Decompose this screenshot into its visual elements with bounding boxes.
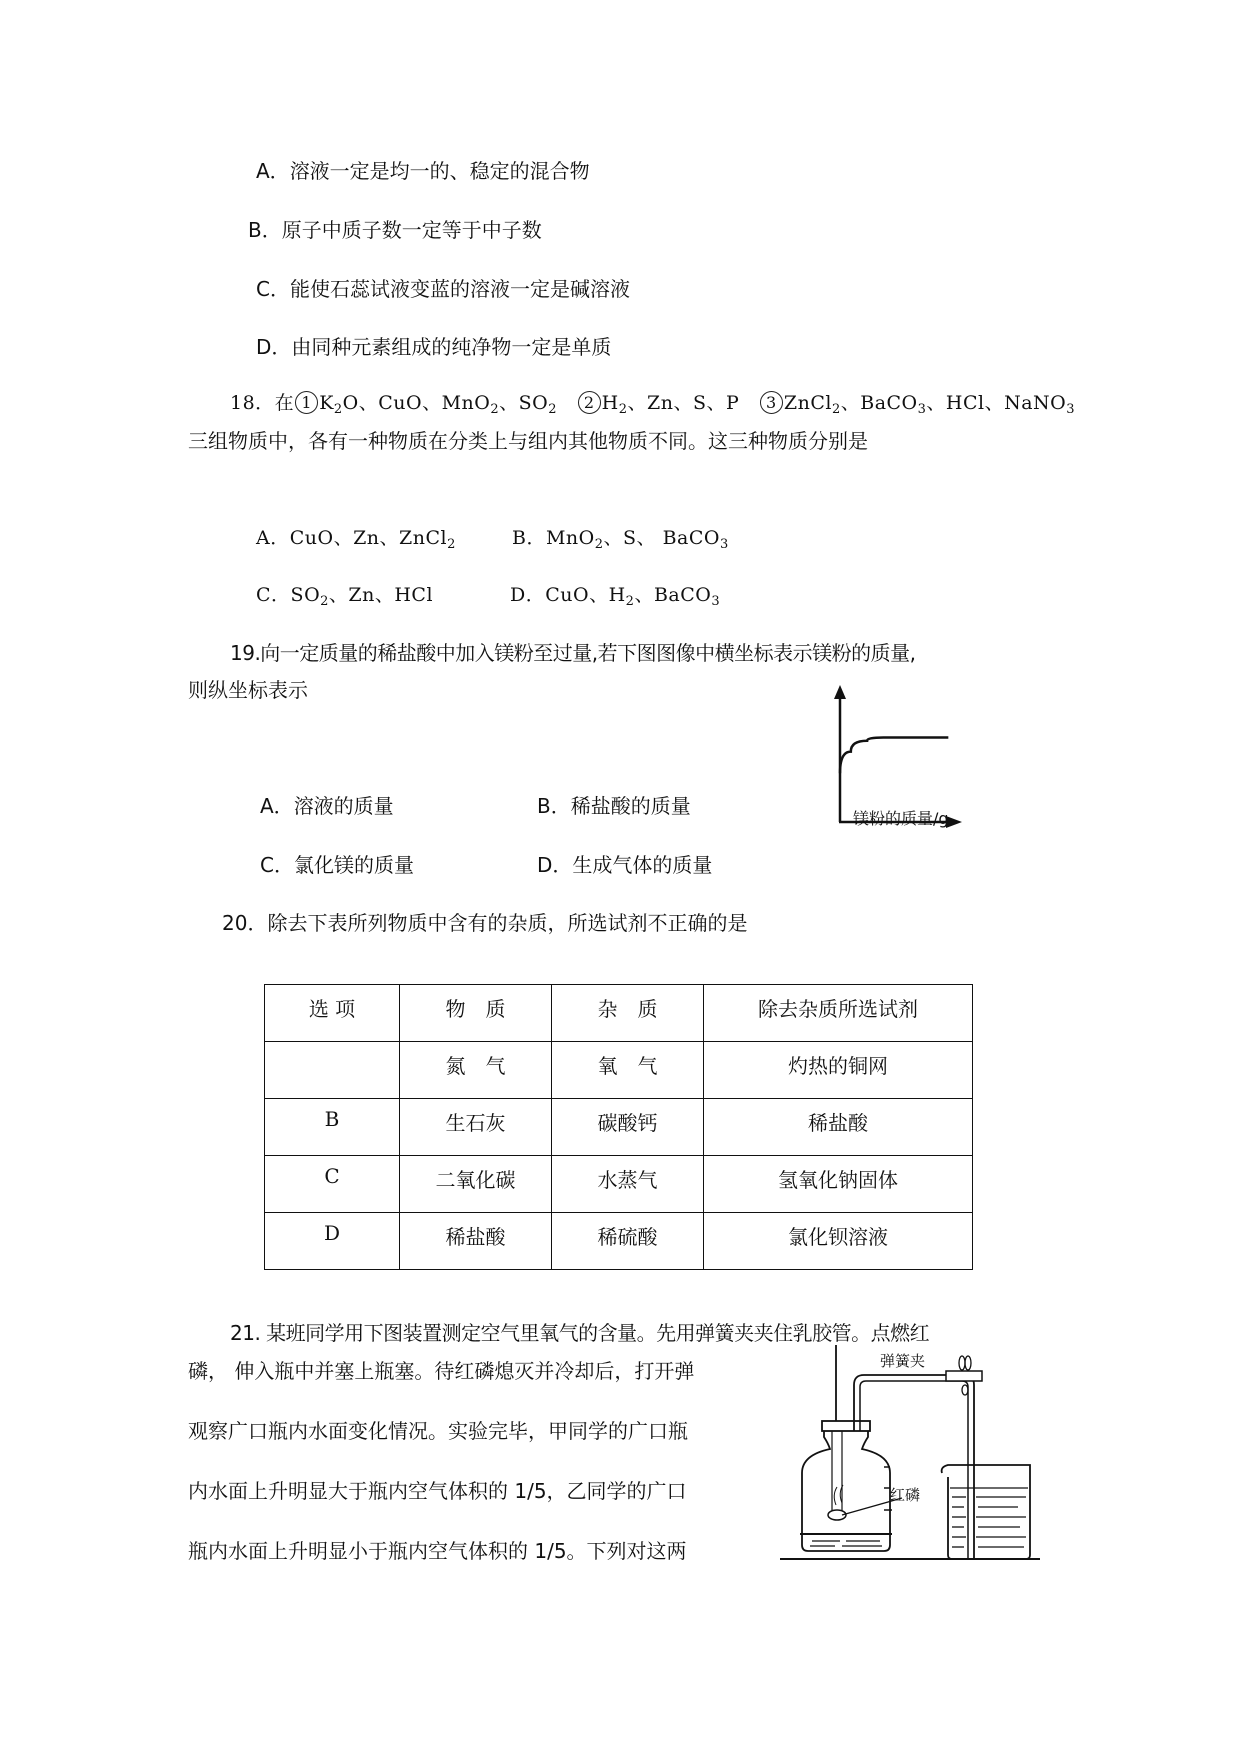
cell-reagent: 稀盐酸 xyxy=(704,1099,973,1156)
oxygen-measurement-apparatus xyxy=(780,1345,1040,1560)
option-label: A． xyxy=(256,159,290,183)
header-impurity: 杂 质 xyxy=(552,985,704,1042)
red-phosphorus-label: 红磷 xyxy=(890,1486,921,1504)
table-row xyxy=(265,1213,973,1270)
option-label: D． xyxy=(510,584,546,606)
option-text: 由同种元素组成的纯净物一定是单质 xyxy=(291,335,612,359)
cell-substance: 生石灰 xyxy=(400,1099,552,1156)
q18-stem-line2: 三组物质中，各有一种物质在分类上与组内其他物质不同。这三种物质分别是 xyxy=(188,429,868,453)
option-text: 能使石蕊试液变蓝的溶液一定是碱溶液 xyxy=(289,277,630,301)
option-text: 溶液的质量 xyxy=(293,794,394,818)
q18-option-c: C．$SO_2$、Zn、HCl xyxy=(256,584,434,609)
cell-substance: 二氧化碳 xyxy=(400,1156,552,1213)
beaker xyxy=(942,1465,1030,1559)
option-label: B． xyxy=(512,527,546,549)
q18-option-a: A．CuO、Zn、ZnCl$_2$ xyxy=(256,527,456,552)
table-header-row xyxy=(265,985,973,1042)
cell-substance: 稀盐酸 xyxy=(400,1213,552,1270)
option-text: 溶液一定是均一的、稳定的混合物 xyxy=(289,159,590,183)
option-text: 氯化镁的质量 xyxy=(293,853,414,877)
option-label: D． xyxy=(537,853,573,877)
cell-impurity: 碳酸钙 xyxy=(552,1099,704,1156)
table-row xyxy=(265,1156,973,1213)
q20-stem: 20．除去下表所列物质中含有的杂质，所选试剂不正确的是 xyxy=(222,911,748,935)
header-reagent: 除去杂质所选试剂 xyxy=(704,985,973,1042)
q21-line2: 磷， 伸入瓶中并塞上瓶塞。待红磷熄灭并冷却后，打开弹 xyxy=(188,1359,695,1383)
q19-option-a xyxy=(260,793,394,819)
impurity-table xyxy=(264,984,973,1270)
option-label: D． xyxy=(256,335,292,359)
option-text: 稀盐酸的质量 xyxy=(570,794,691,818)
cell-reagent: 氢氧化钠固体 xyxy=(704,1156,973,1213)
cell-option xyxy=(265,1042,400,1099)
option-label: C． xyxy=(256,584,291,606)
beaker-water xyxy=(950,1488,1028,1547)
q21-line1: 21. 某班同学用下图装置测定空气里氧气的含量。先用弹簧夹夹住乳胶管。点燃红 xyxy=(230,1321,930,1345)
header-option: 选 项 xyxy=(265,985,400,1042)
cell-option: B xyxy=(265,1099,400,1156)
connecting-tube xyxy=(854,1375,974,1560)
x-axis-label: 镁粉的质量/g xyxy=(853,809,949,828)
table-row xyxy=(265,1099,973,1156)
header-substance: 物 质 xyxy=(400,985,552,1042)
q21-line3: 观察广口瓶内水面变化情况。实验完毕，甲同学的广口瓶 xyxy=(188,1419,688,1443)
bottle-stopper xyxy=(822,1421,870,1431)
q17-option-b xyxy=(248,217,542,243)
q17-option-a xyxy=(256,158,590,184)
q18-group1: $K_2O$、CuO、MnO$_2$、$SO_2$ xyxy=(319,392,558,417)
option-label: A． xyxy=(260,794,294,818)
option-label: C． xyxy=(260,853,294,877)
q18-stem-line1 xyxy=(230,390,1075,416)
y-axis-arrow-icon xyxy=(834,685,846,699)
q19-stem-line1: 19.向一定质量的稀盐酸中加入镁粉至过量,若下图图像中横坐标表示镁粉的质量, xyxy=(230,641,916,665)
option-label: B． xyxy=(537,794,571,818)
option-label: A． xyxy=(256,527,290,549)
q18-group3: ZnCl$_2$、BaCO$_3$、HCl、NaNO$_3$ xyxy=(783,392,1076,417)
cell-impurity: 氧 气 xyxy=(552,1042,704,1099)
table-row xyxy=(265,1042,973,1099)
option-label: C． xyxy=(256,277,290,301)
cell-option: C xyxy=(265,1156,400,1213)
cell-impurity: 稀硫酸 xyxy=(552,1213,704,1270)
q19-option-b xyxy=(537,793,691,819)
circled-number-2: 2 xyxy=(578,391,601,414)
q19-option-c xyxy=(260,852,414,878)
option-label: B． xyxy=(248,218,282,242)
spring-clamp-label: 弹簧夹 xyxy=(880,1352,926,1370)
q19-stem-line2: 则纵坐标表示 xyxy=(188,678,308,702)
data-curve xyxy=(840,738,948,774)
q18-option-b: B．MnO$_2$、S、 BaCO$_3$ xyxy=(512,527,729,552)
q19-option-d xyxy=(537,852,712,878)
clamp-handle-icon xyxy=(959,1356,965,1370)
q21-line4: 内水面上升明显大于瓶内空气体积的 1/5，乙同学的广口 xyxy=(188,1479,687,1503)
circled-number-1: 1 xyxy=(295,391,318,414)
q18-option-d: D．CuO、$H_2$、BaCO$_3$ xyxy=(510,584,721,609)
spring-clamp xyxy=(946,1371,982,1381)
q21-line5: 瓶内水面上升明显小于瓶内空气体积的 1/5。下列对这两 xyxy=(188,1539,687,1563)
option-text: 生成气体的质量 xyxy=(572,853,713,877)
q17-option-c xyxy=(256,276,630,302)
q18-number: 18．在 xyxy=(230,392,295,414)
circled-number-3: 3 xyxy=(760,391,783,414)
cell-reagent: 氯化钡溶液 xyxy=(704,1213,973,1270)
cell-impurity: 水蒸气 xyxy=(552,1156,704,1213)
cell-reagent: 灼热的铜网 xyxy=(704,1042,973,1099)
cell-substance: 氮 气 xyxy=(400,1042,552,1099)
q18-group2: $H_2$、Zn、S、P xyxy=(601,392,740,417)
cell-option: D xyxy=(265,1213,400,1270)
option-text: 原子中质子数一定等于中子数 xyxy=(281,218,542,242)
q17-option-d xyxy=(256,334,611,360)
